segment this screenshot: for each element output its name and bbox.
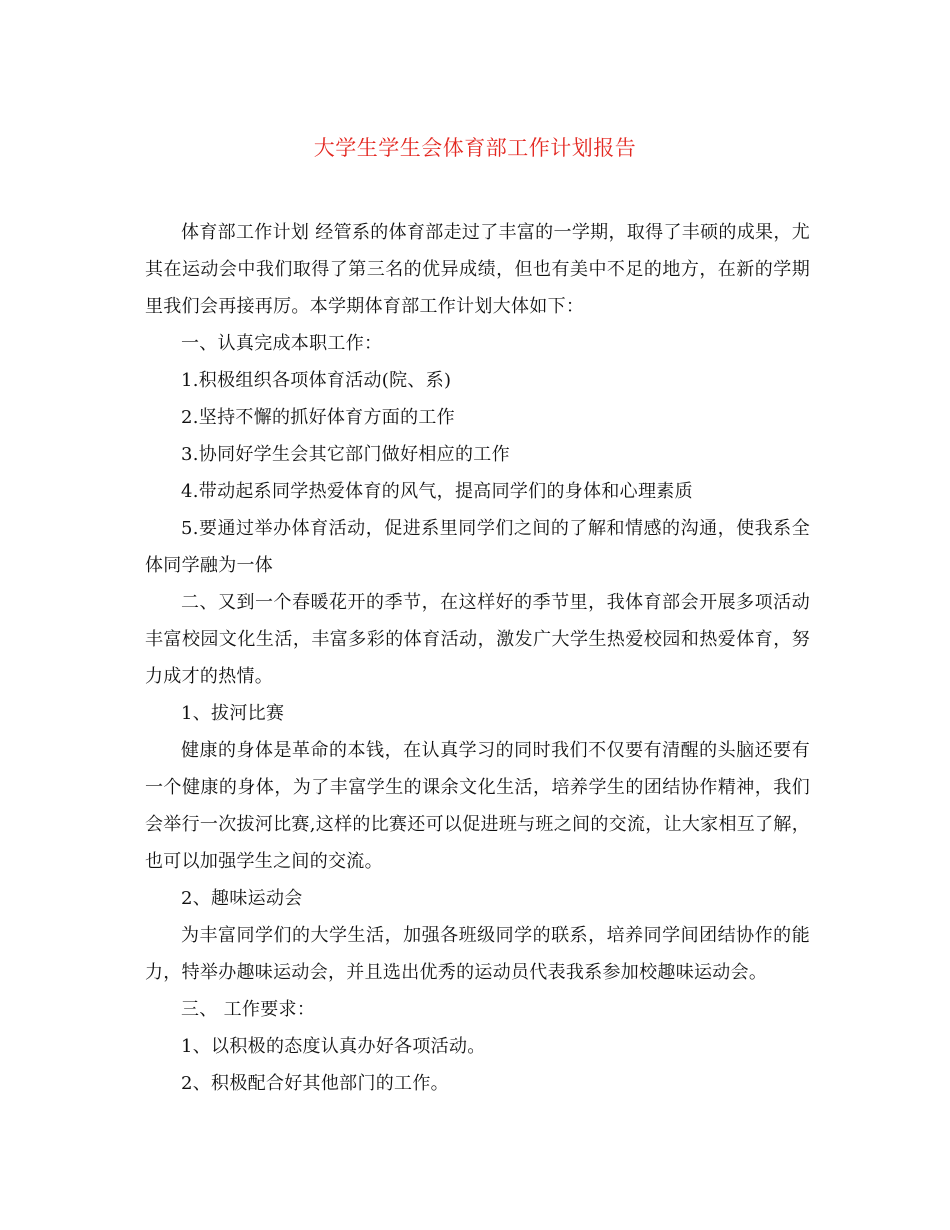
list-item: 4.带动起系同学热爱体育的风气，提高同学们的身体和心理素质 (181, 481, 693, 502)
section-heading-2: 二、又到一个春暖花开的季节，在这样好的季节里，我体育部会开展多项活动丰富校园文化生活，丰富多彩的体育活动，激发广大学生热爱校园和热爱体育，努力成才的热情。 (145, 592, 810, 687)
list-item: 1、以积极的态度认真办好各项活动。 (181, 1036, 486, 1057)
paragraph-fun-games: 为丰富同学们的大学生活，加强各班级同学的联系，培养同学间团结协作的能力，特举办趣味运动会，并且选出优秀的运动员代表我系参加校趣味运动会。 (145, 925, 810, 983)
document-title: 大学生学生会体育部工作计划报告 (313, 136, 637, 160)
list-item: 2、积极配合好其他部门的工作。 (181, 1073, 449, 1094)
list-item: 1.积极组织各项体育活动(院、系) (181, 370, 452, 391)
subheading-tug-of-war: 1、拔河比赛 (181, 703, 285, 724)
document-body (145, 214, 810, 1102)
section-heading-1: 一、认真完成本职工作： (181, 333, 383, 354)
list-item: 5.要通过举办体育活动，促进系里同学们之间的了解和情感的沟通，使我系全体同学融为一体 (145, 518, 810, 576)
subheading-fun-games: 2、趣味运动会 (181, 888, 303, 909)
paragraph-tug-of-war: 健康的身体是革命的本钱，在认真学习的同时我们不仅要有清醒的头脑还要有一个健康的身体，为了丰富学生的课余文化生活，培养学生的团结协作精神，我们会举行一次拔河比赛,这样的比赛还可以促进班与班之间的交流，让大家相互了解，也可以加强学生之间的交流。 (145, 740, 810, 872)
paragraph-intro: 体育部工作计划 经管系的体育部走过了丰富的一学期，取得了丰硕的成果，尤其在运动会中我们取得了第三名的优异成绩，但也有美中不足的地方，在新的学期里我们会再接再厉。本学期体育部工作计划大体如下： (145, 222, 810, 317)
section-heading-3: 三、 工作要求： (181, 999, 316, 1020)
list-item: 2.坚持不懈的抓好体育方面的工作 (181, 407, 455, 428)
list-item: 3.协同好学生会其它部门做好相应的工作 (181, 444, 510, 465)
